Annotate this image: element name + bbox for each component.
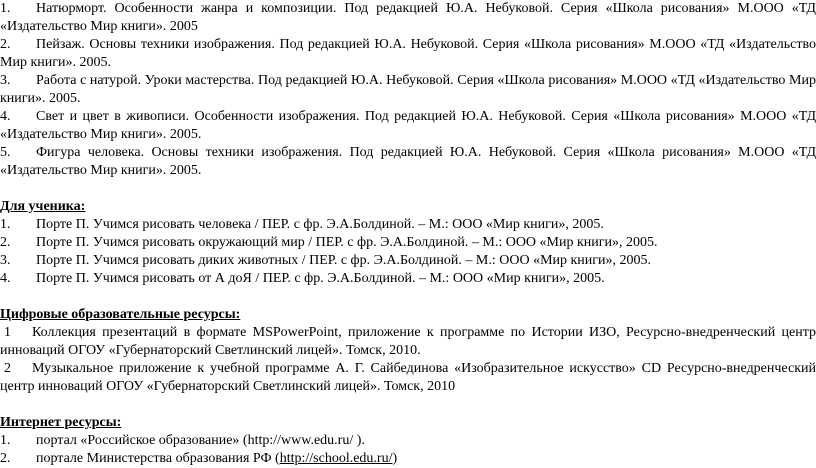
item-text: Коллекция презентаций в формате MSPowerPoint, приложение к программе по Истории ИЗО, Ресурсно-внедренческий центр инноваций ОГОУ «Губернаторский Светлинский лицей». Томск, 2010. [0,325,816,358]
digital-item-2 [0,360,816,396]
item-number: 1 [4,325,11,340]
item-text-suffix: ) [392,451,398,466]
book-item-5 [0,144,816,180]
item-text: Свет и цвет в живописи. Особенности изображения. Под редакцией Ю.А. Небуковой. Серия «Школа рисования» М.ООО «ТД «Издательство Мир книги». 2005. [0,109,816,142]
digital-item-1 [0,324,816,360]
item-text: Натюрморт. Особенности жанра и композиции. Под редакцией Ю.А. Небуковой. Серия «Школа рисования» М.ООО «ТД «Издательство Мир книги». 2005 [0,1,816,34]
item-number: 2. [0,235,11,250]
student-item-1 [0,216,816,234]
section-heading: Для ученика: [0,199,86,214]
digital-resources-section [0,306,816,396]
item-text [0,450,816,468]
item-text: Порте П. Учимся рисовать окружающий мир / ПЕР. с фр. Э.А.Болдиной. – М.: ООО «Мир книги», 2005. [36,235,658,250]
item-number: 4. [0,271,11,286]
section-heading: Цифровые образовательные ресурсы: [0,307,241,322]
internet-item-2 [0,450,816,468]
internet-resources-section [0,414,816,468]
student-section [0,198,816,288]
item-text: Порте П. Учимся рисовать диких животных / ПЕР. с фр. Э.А.Болдиной. – М.: ООО «Мир книги», 2005. [36,253,652,268]
book-item-1 [0,0,816,36]
item-number: 1. [0,1,11,16]
student-item-2 [0,234,816,252]
item-text: портал «Российское образование» (http://www.edu.ru/ ). [36,433,365,448]
item-text: Фигура человека. Основы техники изображения. Под редакцией Ю.А. Небуковой. Серия «Школа рисования» М.ООО «ТД «Издательство Мир книги». 2005. [0,145,816,178]
book-list [0,0,816,180]
item-text: Пейзаж. Основы техники изображения. Под редакцией Ю.А. Небуковой. Серия «Школа рисования» М.ООО «ТД «Издательство Мир книги». 2005. [0,37,816,70]
item-number: 5. [0,145,11,160]
item-text: Музыкальное приложение к учебной программе А. Г. Сайбединова «Изобразительное искусство» CD Ресурсно-внедренческий центр инноваций ОГОУ «Губернаторский Светлинский лицей». Томск, 2010 [0,361,816,394]
item-number: 4. [0,109,11,124]
item-number: 3. [0,73,11,88]
item-text: Порте П. Учимся рисовать человека / ПЕР. с фр. Э.А.Болдиной. – М.: ООО «Мир книги», 2005. [36,217,604,232]
item-number: 1. [0,433,11,448]
school-edu-link[interactable]: http://school.edu.ru/ [279,451,393,466]
item-text: Порте П. Учимся рисовать от А доЯ / ПЕР. с фр. Э.А.Болдиной. – М.: ООО «Мир книги», 2005. [36,271,605,286]
item-text-prefix: портале Министерства образования РФ ( [36,451,280,466]
item-number: 2. [0,451,11,466]
internet-item-1 [0,432,816,450]
book-item-2 [0,36,816,72]
student-item-4 [0,270,816,288]
book-item-4 [0,108,816,144]
item-number: 1. [0,217,11,232]
book-item-3 [0,72,816,108]
item-number: 2 [4,361,11,376]
section-heading: Интернет ресурсы: [0,415,122,430]
student-item-3 [0,252,816,270]
item-number: 2. [0,37,11,52]
item-text: Работа с натурой. Уроки мастерства. Под редакцией Ю.А. Небуковой. Серия «Школа рисования» М.ООО «ТД «Издательство Мир книги». 2005. [0,73,816,106]
item-number: 3. [0,253,11,268]
